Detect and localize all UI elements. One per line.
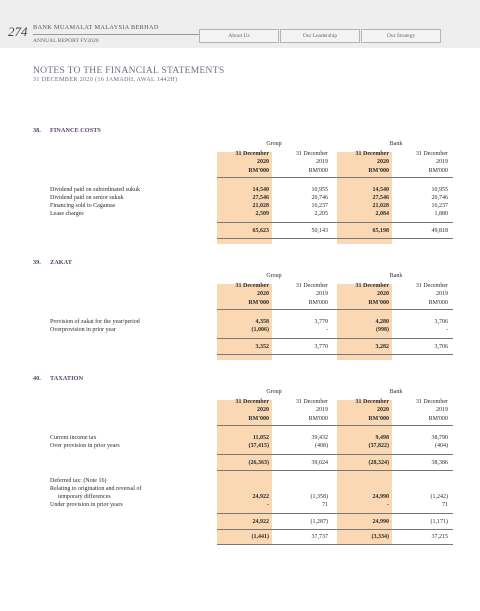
section-title: FINANCE COSTS: [50, 127, 101, 134]
bank-header: Bank: [389, 389, 403, 395]
group-header: Group: [266, 273, 282, 279]
col-unit: RM'000: [368, 416, 389, 422]
col-date: 31 December: [235, 283, 269, 289]
bottom-rule: [217, 544, 453, 545]
section-title: TAXATION: [50, 375, 84, 382]
cell: 14,540: [252, 187, 269, 193]
nav-our-leadership-button[interactable]: Our Leadership: [280, 29, 360, 43]
col-unit: RM'000: [308, 416, 328, 422]
row-label: Overprovision in prior year: [50, 327, 116, 333]
col-unit: RM'000: [428, 168, 448, 174]
section-number: 38.: [33, 127, 41, 134]
subtotal-cell: (26,363): [248, 460, 269, 466]
bank-header: Bank: [389, 273, 403, 279]
col-date: 31 December: [295, 399, 328, 405]
subtotal-rule: [217, 513, 453, 514]
cell: -: [326, 327, 328, 333]
col-unit: RM'000: [428, 416, 448, 422]
col-year: 2020: [377, 291, 389, 297]
col-year: 2019: [316, 291, 328, 297]
total-cell: 65,623: [252, 228, 269, 234]
nav-about-us-button[interactable]: About Us: [199, 29, 279, 43]
row-label: temporary differences: [58, 494, 111, 500]
col-date: 31 December: [355, 151, 389, 157]
subtotal-bottom-rule: [217, 470, 453, 471]
total-rule: [217, 338, 453, 339]
cell: (998): [376, 327, 389, 333]
col-date: 31 December: [295, 283, 328, 289]
col-date: 31 December: [415, 399, 448, 405]
row-label: Dividend paid on subordinated sukuk: [50, 187, 140, 193]
col-unit: RM'000: [248, 416, 269, 422]
group-header: Group: [266, 389, 282, 395]
col-year: 2019: [436, 159, 448, 165]
total-cell: 65,198: [372, 228, 389, 234]
cell: 27,546: [252, 195, 269, 201]
col-year: 2020: [377, 159, 389, 165]
col-unit: RM'000: [308, 300, 328, 306]
bank-name: BANK MUAMALAT MALAYSIA BERHAD: [33, 24, 159, 31]
cell: 71: [322, 502, 328, 508]
row-label: Over provision in prior years: [50, 443, 120, 449]
cell: (408): [315, 443, 328, 449]
col-unit: RM'000: [368, 168, 389, 174]
col-unit: RM'000: [248, 168, 269, 174]
report-name: ANNUAL REPORT FY2020: [33, 38, 99, 44]
cell: 39,432: [311, 435, 328, 441]
cell: 24,990: [372, 494, 389, 500]
row-label: Current income tax: [50, 435, 97, 441]
total-cell: 50,143: [311, 228, 328, 234]
total-cell: 3,706: [434, 344, 448, 350]
cell: 24,922: [252, 494, 269, 500]
col-year: 2020: [257, 159, 269, 165]
cell: 10,955: [311, 187, 328, 193]
header-divider: [33, 34, 199, 35]
col-year: 2020: [257, 291, 269, 297]
subtotal-bottom-rule: [217, 529, 453, 530]
total-rule: [217, 222, 453, 223]
total-cell: (3,334): [371, 534, 389, 540]
cell: 21,028: [252, 203, 269, 209]
cell: 3,706: [434, 319, 448, 325]
section-number: 39.: [33, 259, 41, 266]
col-date: 31 December: [415, 283, 448, 289]
subtotal-cell: (28,324): [368, 460, 389, 466]
cell: 16,237: [431, 203, 448, 209]
subtotal-cell: (1,287): [310, 519, 328, 525]
col-date: 31 December: [355, 283, 389, 289]
group-header: Group: [266, 141, 282, 147]
col-year: 2019: [436, 291, 448, 297]
col-year: 2020: [257, 407, 269, 413]
cell: 10,955: [431, 187, 448, 193]
row-label: Financing sold to Cagamas: [50, 203, 116, 209]
cell: 1,880: [434, 211, 448, 217]
col-unit: RM'000: [428, 300, 448, 306]
col-unit: RM'000: [368, 300, 389, 306]
header-rule: [217, 309, 453, 310]
row-label: Provision of zakat for the year/period: [50, 319, 140, 325]
cell: -: [387, 502, 389, 508]
nav-our-strategy-button[interactable]: Our Strategy: [361, 29, 441, 43]
col-year: 2019: [316, 159, 328, 165]
bank-header: Bank: [389, 141, 403, 147]
total-cell: 37,737: [311, 534, 328, 540]
bottom-rule: [217, 238, 453, 239]
total-cell: (1,441): [251, 534, 269, 540]
subtotal-cell: 38,386: [431, 460, 448, 466]
col-date: 31 December: [295, 151, 328, 157]
col-unit: RM'000: [308, 168, 328, 174]
total-cell: 3,352: [255, 344, 269, 350]
cell: (404): [435, 443, 448, 449]
row-label: Lease charges: [50, 211, 84, 217]
cell: 2,084: [375, 211, 389, 217]
col-date: 31 December: [235, 151, 269, 157]
section-number: 40.: [33, 375, 41, 382]
cell: (37,822): [368, 443, 389, 449]
col-date: 31 December: [355, 399, 389, 405]
cell: 2,509: [255, 211, 269, 217]
cell: 20,746: [311, 195, 328, 201]
cell: 3,770: [314, 319, 328, 325]
bottom-rule: [217, 354, 453, 355]
notes-subtitle: 31 DECEMBER 2020 (16 JAMADIL AWAL 1442H): [33, 76, 178, 83]
row-label: Under provision in prior years: [50, 502, 123, 508]
subtotal-rule: [217, 454, 453, 455]
header-rule: [217, 425, 453, 426]
total-cell: 37,215: [431, 534, 448, 540]
col-date: 31 December: [235, 399, 269, 405]
cell: 38,790: [431, 435, 448, 441]
total-cell: 3,770: [314, 344, 328, 350]
col-year: 2019: [436, 407, 448, 413]
total-cell: 3,282: [375, 344, 389, 350]
cell: 16,237: [311, 203, 328, 209]
cell: 11,052: [252, 435, 269, 441]
page-number: 274: [8, 24, 28, 39]
row-label: Dividend paid on senior sukuk: [50, 195, 124, 201]
cell: (1,358): [310, 494, 328, 500]
cell: 2,205: [314, 211, 328, 217]
cell: (1,006): [251, 327, 269, 333]
cell: 4,358: [255, 319, 269, 325]
cell: 21,028: [372, 203, 389, 209]
subtotal-cell: 24,922: [252, 519, 269, 525]
section-title: ZAKAT: [50, 259, 72, 266]
subtotal-cell: 24,990: [372, 519, 389, 525]
cell: 14,540: [372, 187, 389, 193]
cell: -: [267, 502, 269, 508]
col-date: 31 December: [415, 151, 448, 157]
notes-title: NOTES TO THE FINANCIAL STATEMENTS: [33, 66, 225, 76]
cell: (1,242): [430, 494, 448, 500]
header-rule: [217, 177, 453, 178]
cell: -: [446, 327, 448, 333]
cell: 27,546: [372, 195, 389, 201]
total-cell: 49,818: [431, 228, 448, 234]
col-year: 2019: [316, 407, 328, 413]
cell: (37,415): [248, 443, 269, 449]
cell: 9,498: [375, 435, 389, 441]
cell: 4,280: [375, 319, 389, 325]
cell: 71: [442, 502, 448, 508]
deferred-tax-heading: Deferred tax: (Note 16): [50, 478, 107, 484]
subtotal-cell: 39,024: [311, 460, 328, 466]
cell: 20,746: [431, 195, 448, 201]
col-year: 2020: [377, 407, 389, 413]
subtotal-cell: (1,171): [430, 519, 448, 525]
col-unit: RM'000: [248, 300, 269, 306]
deferred-tax-line: Relating to origination and reversal of: [50, 486, 142, 492]
